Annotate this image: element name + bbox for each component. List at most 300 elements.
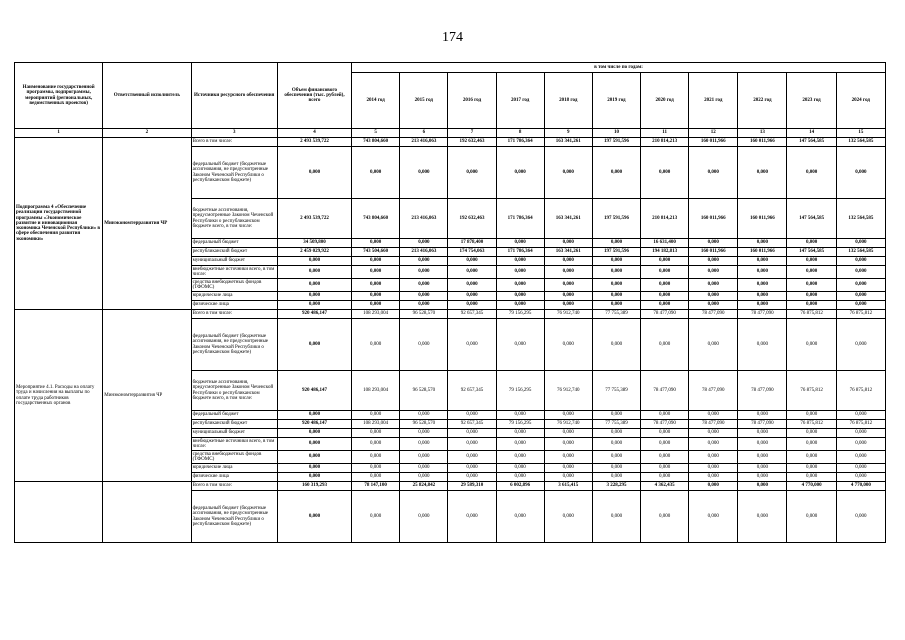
- year-value: 78 477,090: [689, 310, 738, 319]
- year-value: 213 416,063: [400, 138, 448, 147]
- year-value: 0,000: [400, 257, 448, 266]
- header-year-2016: 2016 год: [448, 73, 496, 129]
- year-value: 210 814,213: [641, 138, 689, 147]
- column-number: 8: [496, 129, 544, 138]
- year-value: 76 875,812: [787, 310, 836, 319]
- header-name: Наименование государственной программы, подпрограммы, мероприятий (региональных, ведомственных проектов): [15, 63, 103, 129]
- year-value: 743 504,660: [352, 248, 400, 257]
- year-value: 0,000: [689, 266, 738, 279]
- year-value: 0,000: [738, 451, 787, 464]
- year-value: 0,000: [641, 292, 689, 301]
- year-value: 171 786,364: [496, 199, 544, 239]
- header-year-2022: 2022 год: [738, 73, 787, 129]
- year-value: 0,000: [787, 411, 836, 420]
- year-value: 0,000: [738, 491, 787, 543]
- year-value: 0,000: [400, 473, 448, 482]
- column-number: 15: [836, 129, 885, 138]
- year-value: 171 786,364: [496, 138, 544, 147]
- total-value: 2 493 539,722: [277, 199, 351, 239]
- year-value: 0,000: [544, 257, 592, 266]
- year-value: 0,000: [448, 438, 496, 451]
- year-value: 0,000: [352, 411, 400, 420]
- year-value: 213 416,063: [400, 199, 448, 239]
- year-value: 0,000: [352, 319, 400, 371]
- year-value: 194 182,813: [641, 248, 689, 257]
- year-value: 0,000: [836, 239, 885, 248]
- year-value: 0,000: [738, 438, 787, 451]
- total-value: 0,000: [277, 147, 351, 199]
- year-value: 0,000: [592, 301, 640, 310]
- funding-source: бюджетные ассигнования, предусмотренные Законом Чеченской Республики о республиканском бюджете всего, в том числе:: [191, 199, 277, 239]
- year-value: 0,000: [787, 301, 836, 310]
- year-value: 0,000: [400, 301, 448, 310]
- year-value: 108 293,004: [352, 420, 400, 429]
- year-value: 0,000: [738, 257, 787, 266]
- year-value: 0,000: [641, 429, 689, 438]
- header-year-2017: 2017 год: [496, 73, 544, 129]
- year-value: 76 875,812: [787, 420, 836, 429]
- column-number: 5: [352, 129, 400, 138]
- year-value: 96 528,570: [400, 420, 448, 429]
- year-value: 0,000: [689, 239, 738, 248]
- year-value: 78 477,090: [641, 310, 689, 319]
- year-value: 0,000: [544, 266, 592, 279]
- year-value: 92 657,345: [448, 420, 496, 429]
- year-value: 160 011,966: [738, 248, 787, 257]
- year-value: 0,000: [448, 451, 496, 464]
- year-value: 0,000: [641, 451, 689, 464]
- column-number: 4: [277, 129, 351, 138]
- year-value: 743 804,660: [352, 138, 400, 147]
- header-source: Источники ресурсного обеспечения: [191, 63, 277, 129]
- year-value: 76 912,740: [544, 371, 592, 411]
- year-value: 0,000: [448, 292, 496, 301]
- year-value: 96 528,570: [400, 310, 448, 319]
- year-value: 0,000: [592, 429, 640, 438]
- total-value: 0,000: [277, 429, 351, 438]
- year-value: 192 632,463: [448, 138, 496, 147]
- year-value: 192 632,463: [448, 199, 496, 239]
- total-value: 0,000: [277, 473, 351, 482]
- year-value: 96 528,570: [400, 371, 448, 411]
- year-value: 0,000: [352, 429, 400, 438]
- year-value: 0,000: [836, 257, 885, 266]
- year-value: 76 875,812: [836, 420, 885, 429]
- funding-source: Всего в том числе:: [191, 310, 277, 319]
- year-value: 0,000: [400, 279, 448, 292]
- year-value: 0,000: [738, 301, 787, 310]
- year-value: 0,000: [689, 491, 738, 543]
- year-value: 0,000: [592, 239, 640, 248]
- total-value: 0,000: [277, 451, 351, 464]
- year-value: 0,000: [689, 279, 738, 292]
- column-number: 7: [448, 129, 496, 138]
- year-value: 163 341,261: [544, 248, 592, 257]
- year-value: 0,000: [496, 257, 544, 266]
- year-value: 0,000: [836, 438, 885, 451]
- year-value: 0,000: [496, 292, 544, 301]
- year-value: 78 477,090: [689, 371, 738, 411]
- funding-source: федеральный бюджет: [191, 239, 277, 248]
- year-value: 0,000: [496, 451, 544, 464]
- year-value: 0,000: [592, 464, 640, 473]
- year-value: 0,000: [400, 411, 448, 420]
- header-year-2015: 2015 год: [400, 73, 448, 129]
- year-value: 0,000: [496, 464, 544, 473]
- year-value: 0,000: [738, 147, 787, 199]
- total-value: 920 486,147: [277, 371, 351, 411]
- year-value: 77 755,389: [592, 310, 640, 319]
- year-value: 132 564,585: [836, 199, 885, 239]
- year-value: 0,000: [544, 411, 592, 420]
- column-number: 9: [544, 129, 592, 138]
- year-value: 76 912,740: [544, 420, 592, 429]
- column-number: 11: [641, 129, 689, 138]
- year-value: 0,000: [496, 438, 544, 451]
- year-value: 0,000: [592, 266, 640, 279]
- year-value: 108 293,004: [352, 371, 400, 411]
- year-value: 0,000: [448, 301, 496, 310]
- year-value: 0,000: [836, 411, 885, 420]
- year-value: 0,000: [448, 266, 496, 279]
- year-value: 0,000: [738, 279, 787, 292]
- year-value: 0,000: [544, 292, 592, 301]
- total-value: 0,000: [277, 464, 351, 473]
- year-value: 78 477,090: [641, 371, 689, 411]
- total-value: 0,000: [277, 438, 351, 451]
- funding-source: федеральный бюджет (бюджетные ассигнования, не предусмотренные Законом Чеченской Республики о республиканском бюджете): [191, 319, 277, 371]
- year-value: 0,000: [641, 279, 689, 292]
- page-number: 174: [442, 30, 463, 45]
- year-value: 0,000: [787, 491, 836, 543]
- funding-source: федеральный бюджет: [191, 411, 277, 420]
- year-value: 0,000: [400, 239, 448, 248]
- year-value: 0,000: [738, 429, 787, 438]
- year-value: 0,000: [592, 491, 640, 543]
- year-value: 76 875,812: [836, 371, 885, 411]
- year-value: 0,000: [836, 266, 885, 279]
- funding-source: республиканский бюджет: [191, 248, 277, 257]
- funding-source: муниципальный бюджет: [191, 257, 277, 266]
- year-value: 0,000: [689, 482, 738, 491]
- year-value: 0,000: [352, 266, 400, 279]
- year-value: 132 564,585: [836, 248, 885, 257]
- year-value: 4 770,000: [787, 482, 836, 491]
- year-value: 3 228,295: [592, 482, 640, 491]
- year-value: 0,000: [787, 147, 836, 199]
- year-value: 0,000: [544, 491, 592, 543]
- year-value: 0,000: [352, 239, 400, 248]
- year-value: 76 912,740: [544, 310, 592, 319]
- year-value: 0,000: [738, 292, 787, 301]
- year-value: 76 875,812: [836, 310, 885, 319]
- year-value: 0,000: [400, 438, 448, 451]
- year-value: 0,000: [641, 473, 689, 482]
- header-year-2014: 2014 год: [352, 73, 400, 129]
- year-value: 79 156,295: [496, 310, 544, 319]
- year-value: 0,000: [496, 239, 544, 248]
- year-value: 0,000: [738, 482, 787, 491]
- total-value: 2 459 029,922: [277, 248, 351, 257]
- column-number: 12: [689, 129, 738, 138]
- year-value: 0,000: [448, 491, 496, 543]
- year-value: 0,000: [787, 257, 836, 266]
- year-value: 0,000: [400, 429, 448, 438]
- year-value: 0,000: [544, 451, 592, 464]
- total-value: 160 319,293: [277, 482, 351, 491]
- year-value: 0,000: [641, 411, 689, 420]
- funding-source: бюджетные ассигнования, предусмотренные Законом Чеченской Республики о республиканском бюджете всего, в том числе:: [191, 371, 277, 411]
- year-value: 0,000: [448, 319, 496, 371]
- year-value: 0,000: [689, 438, 738, 451]
- year-value: 0,000: [544, 429, 592, 438]
- year-value: 0,000: [496, 301, 544, 310]
- program-name: Мероприятие 4.1. Расходы на оплату труда и начисления на выплаты по оплате труда работников государственных органов: [15, 310, 103, 482]
- year-value: 0,000: [496, 147, 544, 199]
- year-value: 0,000: [592, 451, 640, 464]
- year-value: 163 341,261: [544, 199, 592, 239]
- year-value: 78 477,090: [738, 310, 787, 319]
- year-value: 6 002,896: [496, 482, 544, 491]
- header-year-2024: 2024 год: [836, 73, 885, 129]
- year-value: 0,000: [592, 257, 640, 266]
- year-value: 0,000: [787, 429, 836, 438]
- year-value: 78 477,090: [738, 371, 787, 411]
- year-value: 0,000: [641, 147, 689, 199]
- year-value: 0,000: [400, 319, 448, 371]
- year-value: 0,000: [641, 257, 689, 266]
- year-value: 160 011,966: [689, 138, 738, 147]
- year-value: 0,000: [787, 464, 836, 473]
- year-value: 0,000: [689, 464, 738, 473]
- year-value: 0,000: [352, 464, 400, 473]
- total-value: 0,000: [277, 301, 351, 310]
- responsible-executor: [103, 482, 191, 543]
- total-value: 0,000: [277, 411, 351, 420]
- total-value: 0,000: [277, 279, 351, 292]
- year-value: 0,000: [836, 319, 885, 371]
- total-value: 0,000: [277, 266, 351, 279]
- funding-source: муниципальный бюджет: [191, 429, 277, 438]
- budget-table: [14, 62, 886, 543]
- year-value: 0,000: [544, 301, 592, 310]
- year-value: 0,000: [689, 319, 738, 371]
- year-value: 0,000: [787, 292, 836, 301]
- year-value: 0,000: [641, 491, 689, 543]
- header-year-2020: 2020 год: [641, 73, 689, 129]
- funding-source: федеральный бюджет (бюджетные ассигнования, не предусмотренные Законом Чеченской Республики о республиканском бюджете): [191, 147, 277, 199]
- header-year-2019: 2019 год: [592, 73, 640, 129]
- year-value: 0,000: [787, 473, 836, 482]
- year-value: 0,000: [544, 319, 592, 371]
- year-value: 0,000: [689, 473, 738, 482]
- funding-source: физические лица: [191, 301, 277, 310]
- header-volume: Объем финансового обеспечения (тыс. рублей), всего: [277, 63, 351, 129]
- year-value: 0,000: [352, 438, 400, 451]
- total-value: 0,000: [277, 319, 351, 371]
- year-value: 0,000: [641, 266, 689, 279]
- total-value: 920 486,147: [277, 420, 351, 429]
- year-value: 0,000: [836, 429, 885, 438]
- header-year-2021: 2021 год: [689, 73, 738, 129]
- year-value: 743 804,660: [352, 199, 400, 239]
- year-value: 0,000: [544, 464, 592, 473]
- year-value: 0,000: [496, 491, 544, 543]
- year-value: 0,000: [689, 292, 738, 301]
- year-value: 0,000: [400, 266, 448, 279]
- year-value: 174 754,063: [448, 248, 496, 257]
- year-value: 79 156,295: [496, 371, 544, 411]
- year-value: 0,000: [544, 438, 592, 451]
- year-value: 0,000: [738, 473, 787, 482]
- year-value: 78 147,100: [352, 482, 400, 491]
- year-value: 0,000: [400, 464, 448, 473]
- year-value: 0,000: [352, 491, 400, 543]
- year-value: 108 293,004: [352, 310, 400, 319]
- year-value: 0,000: [836, 279, 885, 292]
- funding-source: юридические лица: [191, 464, 277, 473]
- year-value: 0,000: [738, 239, 787, 248]
- year-value: 0,000: [448, 464, 496, 473]
- year-value: 0,000: [352, 279, 400, 292]
- responsible-executor: Минэкономтерразвития ЧР: [103, 138, 191, 310]
- column-number: 10: [592, 129, 640, 138]
- year-value: 197 591,596: [592, 248, 640, 257]
- year-value: 3 615,415: [544, 482, 592, 491]
- program-name: Подпрограмма 4 «Обеспечение реализации государственной программы «Экономическое развитие и инновационная экономика Чеченской Республики» в сфере обеспечения развития экономики»: [15, 138, 103, 310]
- column-number: 3: [191, 129, 277, 138]
- year-value: 0,000: [400, 292, 448, 301]
- funding-source: республиканский бюджет: [191, 420, 277, 429]
- year-value: 79 156,295: [496, 420, 544, 429]
- year-value: 4 770,000: [836, 482, 885, 491]
- year-value: 0,000: [496, 266, 544, 279]
- funding-source: Всего в том числе:: [191, 138, 277, 147]
- year-value: 0,000: [689, 301, 738, 310]
- year-value: 0,000: [641, 438, 689, 451]
- table-row: [15, 310, 886, 319]
- year-value: 0,000: [738, 411, 787, 420]
- year-value: 0,000: [352, 301, 400, 310]
- year-value: 78 477,090: [689, 420, 738, 429]
- year-value: 147 564,585: [787, 138, 836, 147]
- year-value: 0,000: [544, 147, 592, 199]
- program-name: [15, 482, 103, 543]
- column-number: 2: [103, 129, 191, 138]
- header-by-year: в том числе по годам:: [352, 63, 886, 73]
- year-value: 147 564,585: [787, 199, 836, 239]
- total-value: 0,000: [277, 491, 351, 543]
- year-value: 0,000: [689, 451, 738, 464]
- year-value: 0,000: [689, 257, 738, 266]
- year-value: 25 824,842: [400, 482, 448, 491]
- year-value: 160 011,966: [738, 138, 787, 147]
- year-value: 147 564,585: [787, 248, 836, 257]
- year-value: 0,000: [448, 473, 496, 482]
- column-number: 13: [738, 129, 787, 138]
- year-value: 0,000: [641, 301, 689, 310]
- year-value: 0,000: [544, 239, 592, 248]
- table-row: [15, 482, 886, 491]
- total-value: 34 509,800: [277, 239, 351, 248]
- year-value: 163 341,261: [544, 138, 592, 147]
- year-value: 160 011,966: [689, 248, 738, 257]
- year-value: 0,000: [738, 266, 787, 279]
- year-value: 0,000: [352, 257, 400, 266]
- year-value: 0,000: [836, 473, 885, 482]
- year-value: 0,000: [400, 451, 448, 464]
- year-value: 171 786,364: [496, 248, 544, 257]
- year-value: 160 011,966: [738, 199, 787, 239]
- funding-source: внебюджетные источники всего, в том числе:: [191, 266, 277, 279]
- year-value: 0,000: [787, 319, 836, 371]
- year-value: 0,000: [836, 451, 885, 464]
- year-value: 0,000: [496, 411, 544, 420]
- year-value: 0,000: [400, 491, 448, 543]
- year-value: 78 477,090: [641, 420, 689, 429]
- year-value: 0,000: [689, 429, 738, 438]
- year-value: 92 657,345: [448, 310, 496, 319]
- year-value: 0,000: [496, 279, 544, 292]
- year-value: 0,000: [592, 438, 640, 451]
- funding-source: средства внебюджетных фондов (ТФОМС): [191, 279, 277, 292]
- year-value: 0,000: [787, 438, 836, 451]
- year-value: 0,000: [592, 292, 640, 301]
- year-value: 0,000: [592, 147, 640, 199]
- year-value: 0,000: [448, 279, 496, 292]
- year-value: 0,000: [496, 473, 544, 482]
- column-number: 6: [400, 129, 448, 138]
- header-executor: Ответственный исполнитель: [103, 63, 191, 129]
- year-value: 213 416,063: [400, 248, 448, 257]
- funding-source: физические лица: [191, 473, 277, 482]
- year-value: 0,000: [448, 429, 496, 438]
- year-value: 0,000: [787, 239, 836, 248]
- table-row: [15, 138, 886, 147]
- year-value: 0,000: [400, 147, 448, 199]
- year-value: 0,000: [738, 319, 787, 371]
- year-value: 29 589,310: [448, 482, 496, 491]
- year-value: 4 362,435: [641, 482, 689, 491]
- year-value: 132 564,585: [836, 138, 885, 147]
- year-value: 76 875,812: [787, 371, 836, 411]
- funding-source: федеральный бюджет (бюджетные ассигнования, не предусмотренные Законом Чеченской Республики о республиканском бюджете): [191, 491, 277, 543]
- funding-source: внебюджетные источники всего, в том числе:: [191, 438, 277, 451]
- total-value: 920 486,147: [277, 310, 351, 319]
- year-value: 0,000: [836, 491, 885, 543]
- year-value: 0,000: [592, 411, 640, 420]
- year-value: 0,000: [836, 464, 885, 473]
- funding-source: Всего в том числе:: [191, 482, 277, 491]
- year-value: 160 011,966: [689, 199, 738, 239]
- year-value: 77 755,389: [592, 420, 640, 429]
- year-value: 77 755,389: [592, 371, 640, 411]
- year-value: 0,000: [641, 319, 689, 371]
- year-value: 0,000: [496, 429, 544, 438]
- header-year-2023: 2023 год: [787, 73, 836, 129]
- responsible-executor: Минэкономтерразвития ЧР: [103, 310, 191, 482]
- year-value: 197 591,596: [592, 138, 640, 147]
- year-value: 0,000: [448, 411, 496, 420]
- total-value: 0,000: [277, 292, 351, 301]
- funding-source: юридические лица: [191, 292, 277, 301]
- year-value: 78 477,090: [738, 420, 787, 429]
- year-value: 17 878,400: [448, 239, 496, 248]
- year-value: 0,000: [352, 451, 400, 464]
- total-value: 2 493 539,722: [277, 138, 351, 147]
- year-value: 16 631,400: [641, 239, 689, 248]
- year-value: 0,000: [352, 292, 400, 301]
